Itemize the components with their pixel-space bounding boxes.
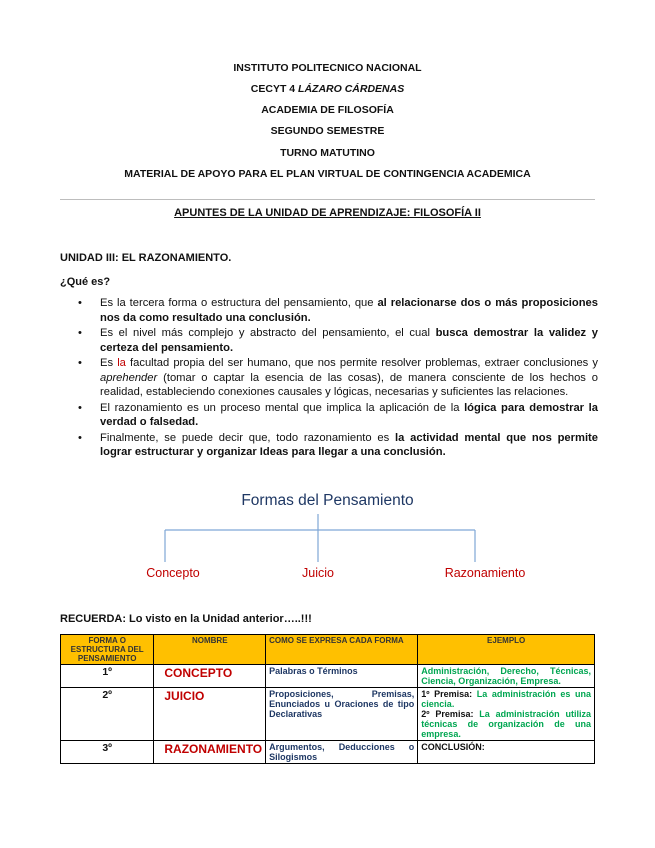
diagram-node-razonamiento: Razonamiento: [444, 566, 526, 580]
premise-1-label: 1º Premisa:: [421, 689, 473, 699]
bullet-list: [78, 296, 598, 461]
school-name: [0, 83, 655, 95]
row-name: CONCEPTO: [154, 665, 266, 688]
unit-title: UNIDAD III: EL RAZONAMIENTO.: [60, 252, 232, 264]
forms-table: [60, 634, 595, 764]
list-item: • Finalmente, se puede decir que, todo razonamiento es la actividad mental que nos permite lograr estructurar y organizar Ideas para llegar a una conclusión.: [78, 431, 598, 458]
row-number: 1º: [61, 665, 154, 688]
row-expression: Palabras o Términos: [266, 665, 418, 688]
bullet-icon: •: [78, 431, 82, 444]
bullet-icon: •: [78, 297, 82, 309]
diagram-title: Formas del Pensamiento: [241, 492, 414, 509]
material-title: MATERIAL DE APOYO PARA EL PLAN VIRTUAL DE CONTINGENCIA ACADEMICA: [124, 168, 531, 180]
premise-1-text: La administración es una ciencia.: [421, 689, 591, 709]
row-example: Administración, Derecho, Técnicas, Ciencia, Organización, Empresa.: [418, 665, 595, 688]
school-code: CECYT 4: [250, 83, 299, 95]
column-header: COMO SE EXPRESA CADA FORMA: [266, 635, 418, 665]
row-example: [418, 688, 595, 741]
list-item: • El razonamiento es un proceso mental que implica la aplicación de la lógica para demostrar la verdad o falsedad.: [78, 401, 598, 428]
recuerda-heading: RECUERDA: Lo visto en la Unidad anterior…..!!!: [60, 613, 312, 625]
shift: TURNO MATUTINO: [280, 147, 375, 159]
row-name: JUICIO: [154, 688, 266, 741]
school-honoree: LÁZARO CÁRDENAS: [298, 83, 405, 95]
table-row: [61, 665, 595, 688]
column-header: NOMBRE: [154, 635, 266, 665]
list-item: • Es la tercera forma o estructura del pensamiento, que al relacionarse dos o más proposiciones nos da como resultado una conclusión.: [78, 297, 598, 324]
table-row: [61, 688, 595, 741]
row-expression: Proposiciones, Premisas, Enunciados u Oraciones de tipo Declarativas: [266, 688, 418, 741]
header-divider: [60, 199, 595, 200]
bullet-icon: •: [78, 357, 82, 369]
bullet-icon: •: [78, 327, 82, 339]
row-expression: Argumentos, Deducciones o Silogismos: [266, 741, 418, 764]
semester: SEGUNDO SEMESTRE: [270, 125, 385, 137]
row-number: 3º: [61, 741, 154, 764]
bullet-icon: •: [78, 401, 82, 414]
row-number: 2º: [61, 688, 154, 741]
column-header: FORMA O ESTRUCTURA DEL PENSAMIENTO: [61, 635, 154, 665]
table-row: [61, 741, 595, 764]
subtitle: [0, 207, 655, 219]
diagram-node-concepto: Concepto: [146, 566, 200, 580]
list-item: • Es el nivel más complejo y abstracto del pensamiento, el cual busca demostrar la validez y certeza del pensamiento.: [78, 327, 598, 354]
premise-2-label: 2º Premisa:: [421, 709, 474, 719]
table-header-row: [61, 635, 595, 665]
row-name: RAZONAMIENTO: [154, 741, 266, 764]
institution-name: INSTITUTO POLITECNICO NACIONAL: [233, 62, 422, 74]
premise-2-text: La administración utiliza técnicas de organización de una empresa.: [421, 709, 591, 739]
column-header: EJEMPLO: [418, 635, 595, 665]
academy-name: ACADEMIA DE FILOSOFÍA: [261, 104, 394, 116]
list-item: • Es la facultad propia del ser humano, que nos permite resolver problemas, extraer conclusiones y aprehender (tomar o captar la esencia de las cosas), de manera consciente de los hechos o realidad, estableciendo conexiones causales y lógicas, necesarias y suficientes las relaciones.: [78, 357, 598, 398]
row-example: CONCLUSIÓN:: [418, 741, 595, 764]
question-heading: ¿Qué es?: [60, 276, 111, 288]
subtitle-text: APUNTES DE LA UNIDAD DE APRENDIZAJE: FILOSOFÍA II: [174, 207, 481, 219]
diagram-connectors: [0, 510, 655, 570]
diagram-node-juicio: Juicio: [302, 566, 334, 580]
